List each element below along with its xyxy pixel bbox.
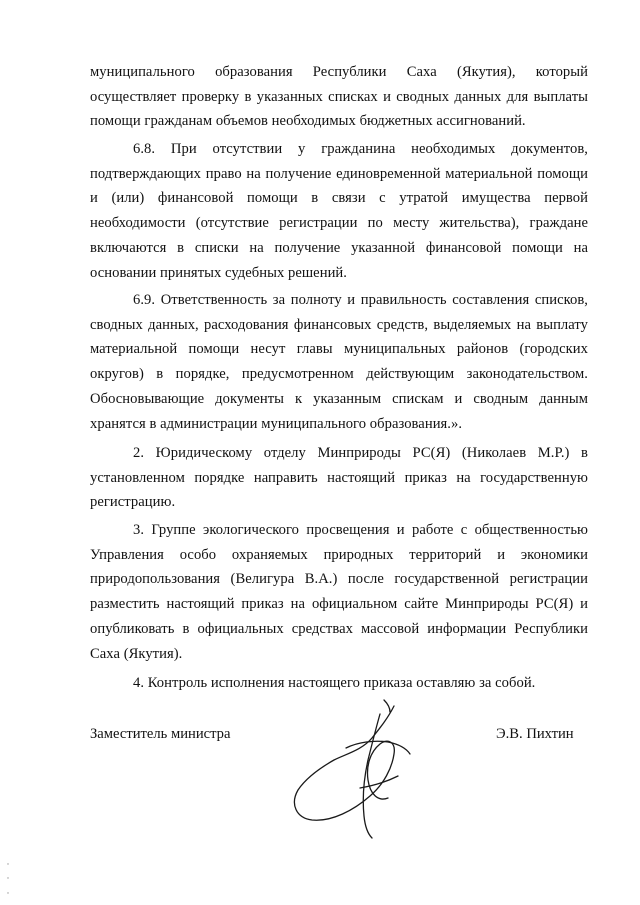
- paragraph-6-9: 6.9. Ответственность за полноту и правильность составления списков, сводных данных, расходования финансовых средств, выделяемых на выплату материальной помощи несут главы муниципальных районов (городских округов) в порядке, предусмотренном действующим законодательством. Обосновывающие документы к указанным спискам и сводным данным хранятся в администрации муниципального образования.».: [90, 292, 588, 432]
- signatory-position: Заместитель министра: [90, 726, 231, 742]
- paragraph-continuation: [90, 60, 588, 134]
- paragraph-4: 4. Контроль исполнения настоящего приказа оставляю за собой.: [133, 675, 536, 691]
- paragraph-2: 2. Юридическому отделу Минприроды РС(Я) (Николаев М.Р.) в установленном порядке направить настоящий приказ на государственную регистрацию.: [90, 445, 588, 511]
- paragraph-continuation-rest: осуществляет проверку в указанных списках и сводных данных для выплаты помощи гражданам объемов необходимых бюджетных ассигнований.: [90, 88, 588, 130]
- handwritten-signature-icon: [276, 698, 426, 840]
- paragraph-continuation-line1: муниципального образования Республики Саха (Якутия), который: [90, 64, 588, 80]
- signatory-name: Э.В. Пихтин: [496, 726, 574, 742]
- paragraph-3: 3. Группе экологического просвещения и работе с общественностью Управления особо охраняемых природных территорий и экономики природопользования (Велигура В.А.) после государственной регистрации разместить настоящий приказ на официальном сайте Минприроды РС(Я) и опубликовать в официальных средствах массовой информации Республики Саха (Якутия).: [90, 522, 588, 662]
- paragraph-6-8: 6.8. При отсутствии у гражданина необходимых документов, подтверждающих право на получение единовременной материальной помощи и (или) финансовой помощи в связи с утратой имущества первой необходимости (отсутствие регистрации по месту жительства), граждане включаются в списки на получение указанной финансовой помощи на основании принятых судебных решений.: [90, 141, 588, 281]
- scan-margin-marks: [6, 860, 10, 900]
